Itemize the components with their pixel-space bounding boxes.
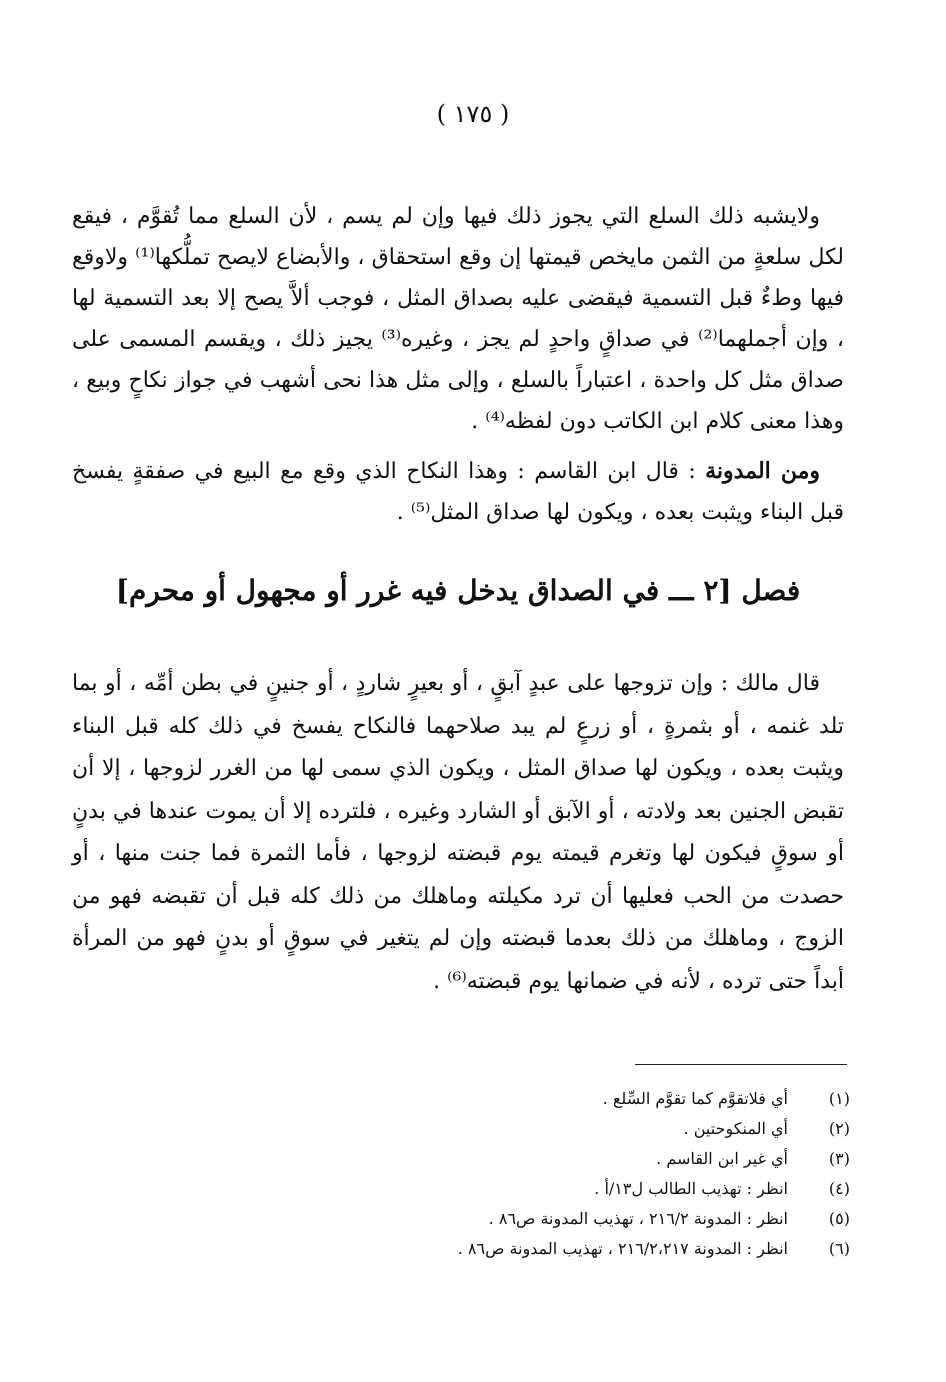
- footnote-text: انظر : المدونة ٢١٦/٢،٢١٧ ، تهذيب المدونة ص٨٦ .: [457, 1239, 788, 1258]
- footnote-item: [90, 1174, 850, 1204]
- paragraph-2-body: : قال ابن القاسم : وهذا النكاح الذي وقع مع البيع في صفقةٍ يفسخ قبل البناء ويثبت بعده ، ويكون لها صداق المثل⁽⁵⁾ .: [72, 459, 844, 525]
- footnote-number: (٣): [828, 1149, 850, 1168]
- paragraph-3: [72, 663, 844, 1003]
- paragraph-2: [72, 451, 844, 533]
- footnote-number: (٢): [828, 1119, 850, 1138]
- section-heading: فصل [٢ ـــ في الصداق يدخل فيه غرر أو مجهول أو محرم]: [115, 574, 801, 607]
- footnote-text: انظر : تهذيب الطالب ل١٣/أ .: [594, 1179, 788, 1198]
- footnote-item: [90, 1234, 850, 1264]
- footnote-text: أي المنكوحتين .: [683, 1119, 788, 1138]
- footnote-item: [90, 1144, 850, 1174]
- footnote-item: [90, 1084, 850, 1114]
- footnotes-list: [90, 1084, 850, 1264]
- page-number: ( ١٧٥ ): [436, 100, 510, 128]
- footnote-number: (٦): [828, 1239, 850, 1258]
- footnote-number: (١): [828, 1089, 850, 1108]
- footnote-item: [90, 1114, 850, 1144]
- footnote-text: أي غير ابن القاسم .: [656, 1149, 788, 1168]
- footnote-separator: [635, 1064, 847, 1065]
- paragraph-1-text: ولايشبه ذلك السلع التي يجوز ذلك فيها وإن لم يسم ، لأن السلع مما تُقوَّم ، فيقع لكل سلعةٍ من الثمن مايخص قيمتها إن وقع استحقاق ، والأبضاع لايصح تملُّكها⁽¹⁾ ولاوقع فيها وطءٌ قبل التسمية فيقضى عليه بصداق المثل ، فوجب ألاَّ يصح إلا بعد التسمية لها ، وإن أجملهما⁽²⁾ في صداقٍ واحدٍ لم يجز ، وغيره⁽³⁾ يجيز ذلك ، ويقسم المسمى على صداق مثل كل واحدة ، اعتباراً بالسلع ، وإلى مثل هذا نحى أشهب في جواز نكاحٍ وبيع ، وهذا معنى كلام ابن الكاتب دون لفظه⁽⁴⁾ .: [72, 204, 845, 434]
- footnote-number: (٤): [828, 1179, 850, 1198]
- footnote-text: انظر : المدونة ٢١٦/٢ ، تهذيب المدونة ص٨٦ .: [488, 1209, 788, 1228]
- paragraph-3-text: قال مالك : وإن تزوجها على عبدٍ آبقٍ ، أو بعيرٍ شاردٍ ، أو جنينٍ في بطن أمِّه ، أو بما تلد غنمه ، أو بثمرةٍ ، أو زرعٍ لم يبد صلاحهما فالنكاح يفسخ في ذلك كله قبل البناء ويثبت بعده ، ويكون لها صداق المثل ، ويكون الذي سمى لها من الغرر لزوجها ، إلا أن تقبض الجنين بعد ولادته ، أو الآبق أو الشارد وغيره ، فلترده إلا أن يموت عندها في بدنٍ أو سوقٍ فيكون لها وتغرم قيمته يوم قبضته لزوجها ، فأما الثمرة فما جنت منها ، أو حصدت من الحب فعليها أن ترد مكيلته وماهلك من ذلك كله قبل أن تقبضه فهو من الزوج ، وماهلك من ذلك بعدما قبضته وإن لم يتغير في سوقٍ أو بدنٍ فهو من المرأة أبداً حتى ترده ، لأنه في ضمانها يوم قبضته⁽⁶⁾ .: [72, 671, 844, 994]
- paragraph-1: [72, 196, 844, 442]
- footnote-number: (٥): [828, 1209, 850, 1228]
- footnote-text: أي فلاتقوَّم كما تقوَّم السِّلع .: [602, 1089, 788, 1108]
- paragraph-2-lead: ومن المدونة: [705, 458, 820, 484]
- paragraph-2-text: [72, 451, 844, 533]
- footnote-item: [90, 1204, 850, 1234]
